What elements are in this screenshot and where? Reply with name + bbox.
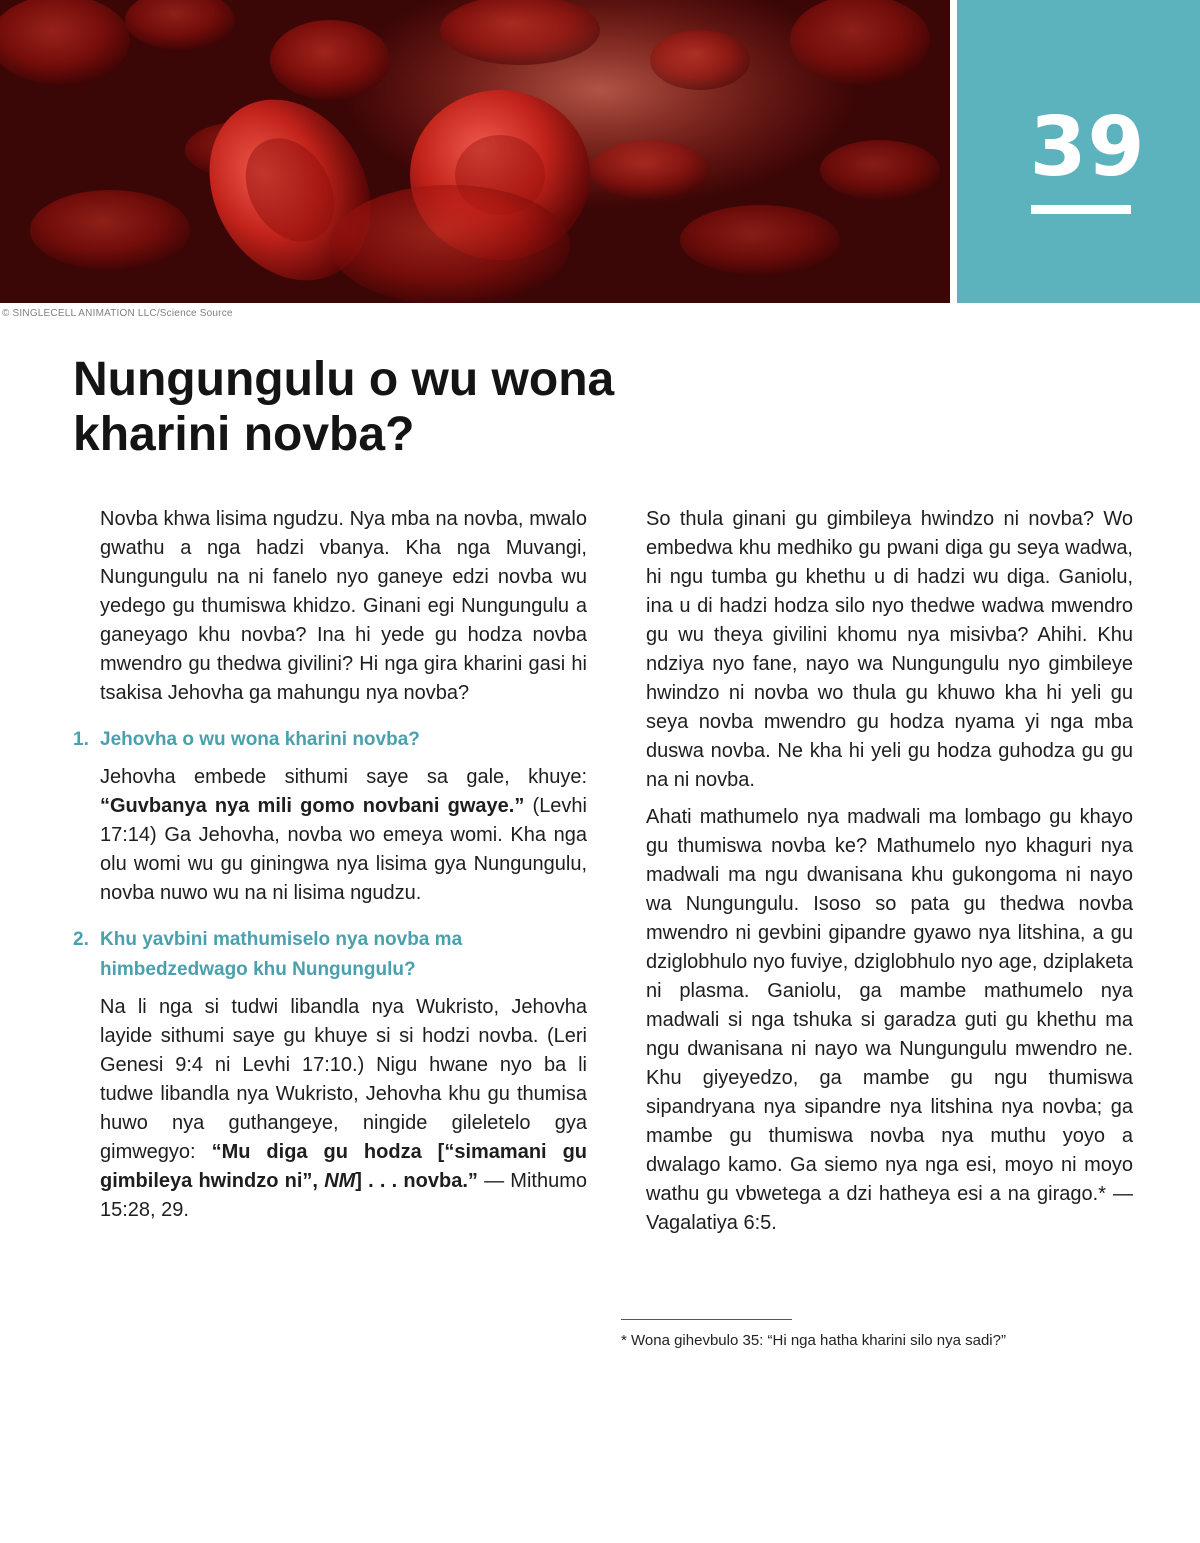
answer-2-quote-b: ] . . . novba.”: [355, 1170, 478, 1192]
question-1: [73, 725, 587, 755]
image-credit: © SINGLECELL ANIMATION LLC/Science Source: [2, 308, 233, 319]
answer-1-paragraph: [100, 763, 587, 908]
question-1-heading: Jehovha o wu wona kharini novba?: [100, 729, 420, 750]
footnote: * Wona gihevbulo 35: “Hi nga hatha kharini silo nya sadi?”: [621, 1332, 1006, 1349]
answer-1-quote: “Guvbanya nya mili gomo novbani gwaye.”: [100, 795, 525, 817]
chapter-badge: [957, 0, 1200, 303]
right-paragraph-2: Ahati mathumelo nya madwali ma lombago gu khayo gu thumiswa novba ke? Mathumelo nyo khaguri nya madwali ma ngu dwanisana khu gukongoma ni nayo wa Nungungulu. Isoso so pata gu thedwa novba mwendro ni gevbini gipandre gyawo nya litshina, a gu dziglobhulo nyo fuviye, dziglobhulo nyo age, dziplaketa ni plasma. Ganiolu, ga mambe mathumelo nya madwali si nga tshuka si garadza guti gu khethu ma ngu dwanisana ni nayo wa Nungungulu mwendro ne. Khu giyeyedzo, ga mambe gu ngu thumiswa sipandryana nya sipandre nya litshina nya novba; ga mambe gu thumiswa novba nya muthu yoyo a dwalago kamo. Ga siemo nya nga esi, moyo ni moyo wathu gu vbwetega a dzi hatheya esi a na girago.* — Vagalatiya 6:5.: [646, 806, 1134, 1234]
intro-paragraph: Novba khwa lisima ngudzu. Nya mba na novba, mwalo gwathu a nga hadzi vbanya. Kha nga Muvangi, Nungungulu na ni fanelo nyo ganeye edzi novba wu yedego gu thumiswa khidzo. Ginani egi Nungungulu a ganeyago khu novba? Ina hi yede gu hodza novba mwendro gu thedwa givilini? Hi nga gira kharini gasi hi tsakisa Jehovha ga mahungu nya novba?: [100, 508, 587, 704]
right-paragraph-1: So thula ginani gu gimbileya hwindzo ni novba? Wo embedwa khu medhiko gu pwani diga gu seya wadwa, hi ngu tumba gu khethu u di hadzi wu diga. Ganiolu, ina u di hadzi hodza silo nyo thedwe wadwa mwendro gu wu theya givilini khomu nya misivba? Ahihi. Khu ndziya nyo fane, nayo wa Nungungulu nyo gimbileye hwindzo ni novba wo thula gu khuwo kha hi yeli gu seya novba mwendro gu hodza nyama yi nga mba duswa novba. Ne kha hi yeli gu hodza guhodza gu gu na ni novba.: [646, 508, 1133, 791]
answer-2-paragraph: [100, 993, 587, 1225]
chapter-number: 39: [1029, 100, 1146, 195]
right-column: [646, 505, 1133, 1238]
answer-2-quote-a: “Mu diga gu hodza [“simamani gu gimbileya hwindzo ni”,: [100, 1141, 588, 1192]
question-1-number: 1.: [73, 729, 89, 750]
question-2: [73, 925, 587, 985]
answer-2-text-b: — Mithumo 15:28, 29.: [100, 1170, 587, 1221]
footnote-divider: [621, 1319, 792, 1320]
title-line-2: kharini novba?: [73, 408, 415, 461]
blood-cells-illustration: [0, 0, 950, 303]
answer-2-text-a: Na li nga si tudwi libandla nya Wukristo, Jehovha layide sithumi saye gu khuye si si hodzi novba. (Leri Genesi 9:4 ni Levhi 17:10.) Nigu hwane nyo ba li tudwe libandla nya Wukristo, Jehovha khu gu thumisa huwo nya guthangeye, ningide gileletelo gya gimwegyo:: [100, 996, 587, 1163]
left-column: [73, 505, 588, 1225]
answer-1-text-b: (Levhi 17:14) Ga Jehovha, novba wo emeya womi. Kha nga olu womi wu gu giningwa nya lisima gya Nungungulu, novba nuwo wu na ni lisima ngudzu.: [100, 795, 588, 904]
title-line-1: Nungungulu o wu wona: [73, 353, 615, 406]
question-2-number: 2.: [73, 929, 89, 950]
answer-1-text-a: Jehovha embede sithumi saye sa gale, khuye:: [100, 766, 587, 788]
question-2-heading: Khu yavbini mathumiselo nya novba ma himbedzedwago khu Nungungulu?: [100, 929, 463, 980]
chapter-underline: [1031, 205, 1131, 214]
hero-image: [0, 0, 950, 303]
page-title: [73, 352, 793, 462]
answer-2-quote-nm: NM: [324, 1170, 356, 1192]
